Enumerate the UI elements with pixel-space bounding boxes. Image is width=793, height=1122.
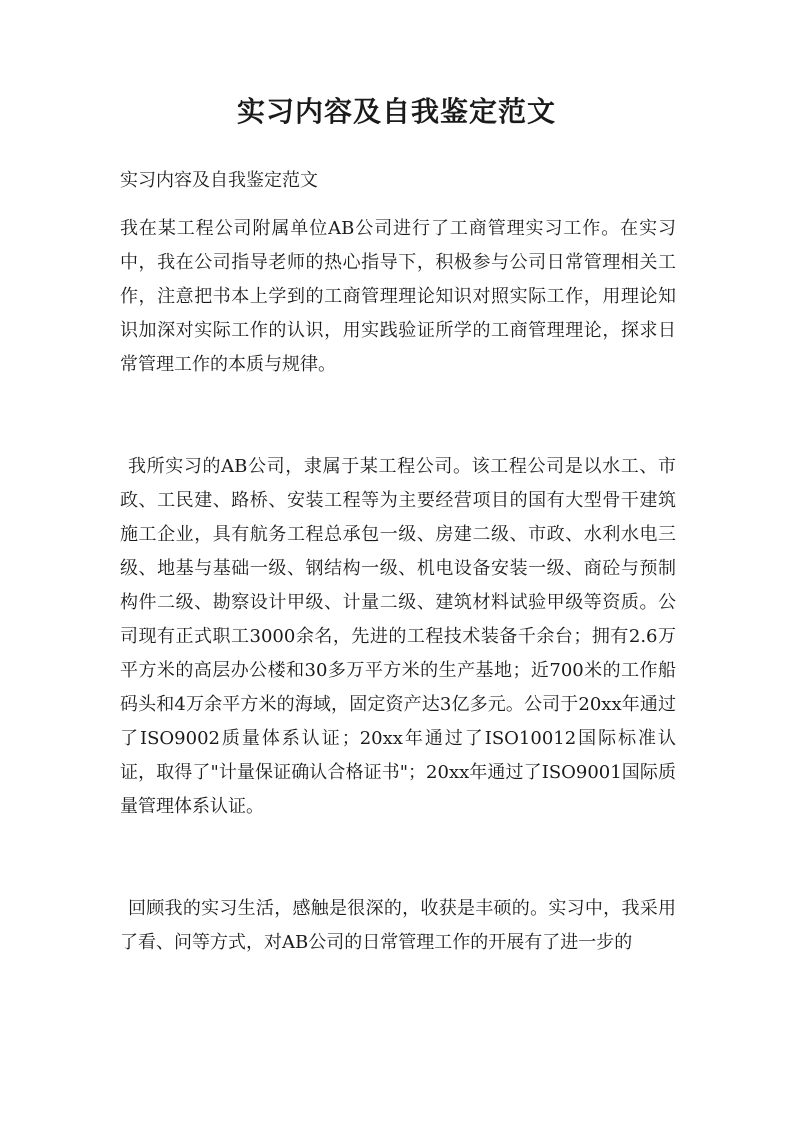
document-subtitle: 实习内容及自我鉴定范文 — [120, 170, 318, 191]
paragraph-internship-intro: 我在某工程公司附属单位AB公司进行了工商管理实习工作。在实习中，我在公司指导老师的热心指导下，积极参与公司日常管理相关工作，注意把书本上学到的工商管理理论知识对照实际工作，用理论知识加深对实际工作的认识，用实践验证所学的工商管理理论，探求日常管理工作的本质与规律。 — [120, 218, 676, 375]
paragraph-company-profile: 我所实习的AB公司，隶属于某工程公司。该工程公司是以水工、市政、工民建、路桥、安装工程等为主要经营项目的国有大型骨干建筑施工企业，具有航务工程总承包一级、房建二级、市政、水利水电三级、地基与基础一级、钢结构一级、机电设备安装一级、商砼与预制构件二级、勘察设计甲级、计量二级、建筑材料试验甲级等资质。公司现有正式职工3000余名，先进的工程技术装备千余台；拥有2.6万平方米的高层办公楼和30多万平方米的生产基地；近700米的工作船码头和4万余平方米的海域，固定资产达3亿多元。公司于20xx年通过了ISO9002质量体系认证；20xx年通过了ISO10012国际标准认证，取得了"计量保证确认合格证书"；20xx年通过了ISO9001国际质量管理体系认证。 — [120, 456, 676, 817]
document-title: 实习内容及自我鉴定范文 — [236, 95, 556, 128]
paragraph-reflection: 回顾我的实习生活，感触是很深的，收获是丰硕的。实习中，我采用了看、问等方式，对AB公司的日常管理工作的开展有了进一步的 — [120, 898, 676, 953]
